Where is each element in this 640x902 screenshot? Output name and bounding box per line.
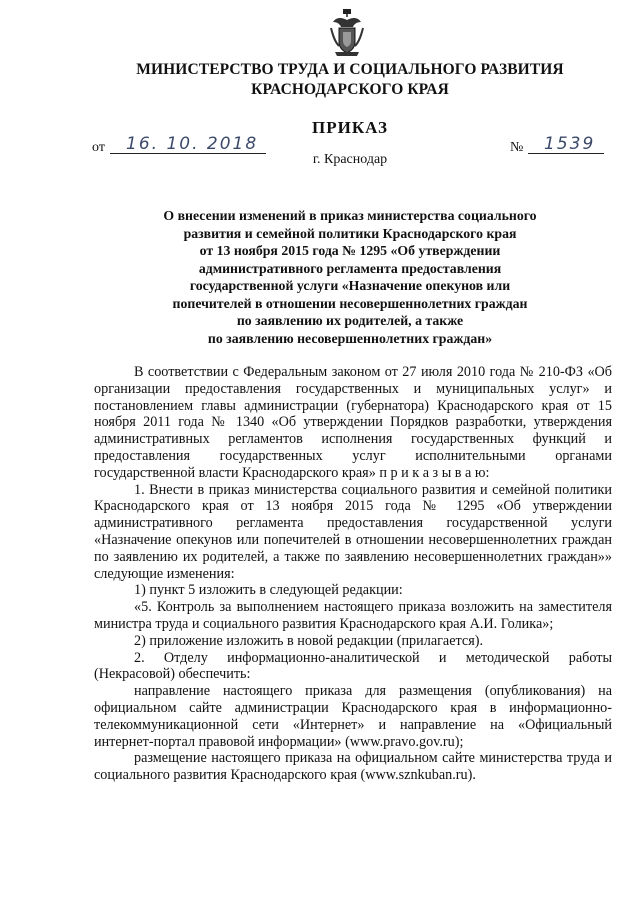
body-paragraph: В соответствии с Федеральным законом от 27 июля 2010 года № 210-ФЗ «Об организации предоставления государственных и муниципальных услуг» и постановлением главы администрации (губернатора) Краснодарского края от 15 ноября 2011 года № 1340 «Об утверждении Порядков разработки, утверждения административных регламентов исполнения государственных функций и предоставления государственных услуг исполнительными органами государственной власти Краснодарского края» п р и к а з ы в а ю:: [94, 364, 612, 481]
ministry-name: [80, 60, 620, 100]
subject-line: от 13 ноября 2015 года № 1295 «Об утверждении: [199, 243, 501, 258]
body-paragraph: размещение настоящего приказа на официальном сайте министерства труда и социального развития Краснодарского края (www.sznkuban.ru).: [94, 750, 612, 784]
coat-of-arms-icon: [327, 8, 367, 58]
subject-line: административного регламента предоставления: [198, 260, 502, 276]
subject-line: по заявлению их родителей, а также: [236, 313, 464, 328]
subject-line: развития и семейной политики Краснодарского края: [183, 225, 517, 241]
body-paragraph: 1. Внести в приказ министерства социального развития и семейной политики Краснодарского края от 13 ноября 2015 года № 1295 «Об утверждении административного регламента предоставления государственной услуги «Назначение опекунов или попечителей в отношении несовершеннолетних граждан по заявлению их родителей, а также по заявлению несовершеннолетних граждан»» следующие изменения:: [94, 481, 612, 582]
date-label: от: [92, 140, 105, 155]
ministry-line-1: МИНИСТЕРСТВО ТРУДА И СОЦИАЛЬНОГО РАЗВИТИЯ: [136, 61, 564, 78]
body-paragraph: 2. Отделу информационно-аналитической и методической работы (Некрасовой) обеспечить:: [94, 649, 612, 683]
body-paragraph: «5. Контроль за выполнением настоящего приказа возложить на заместителя министра труда и социального развития Краснодарского края А.И. Голика»;: [94, 599, 612, 632]
subject-line: по заявлению несовершеннолетних граждан»: [207, 330, 493, 346]
subject-line: О внесении изменений в приказ министерства социального: [163, 208, 537, 223]
body-paragraph: направление настоящего приказа для размещения (опубликования) на официальном сайте администрации Краснодарского края в информационно-телекоммуникационной сети «Интернет» и направление на «Официальный интернет-портал правовой информации» (www.pravo.gov.ru);: [94, 683, 612, 750]
subject-line: попечителей в отношении несовершеннолетних граждан: [172, 295, 528, 311]
city: г. Краснодар: [312, 152, 388, 167]
order-subject: [130, 207, 570, 347]
order-body: [94, 364, 612, 784]
body-paragraph: 1) пункт 5 изложить в следующей редакции:: [134, 582, 403, 599]
ministry-line-2: КРАСНОДАРСКОГО КРАЯ: [251, 81, 449, 98]
order-title: ПРИКАЗ: [312, 118, 388, 137]
subject-line: государственной услуги «Назначение опекунов или: [189, 278, 511, 293]
number-label: №: [510, 140, 524, 155]
date-value: 16. 10. 2018: [126, 134, 259, 154]
number-value: 1539: [544, 134, 596, 154]
body-paragraph: 2) приложение изложить в новой редакции (прилагается).: [134, 632, 483, 649]
